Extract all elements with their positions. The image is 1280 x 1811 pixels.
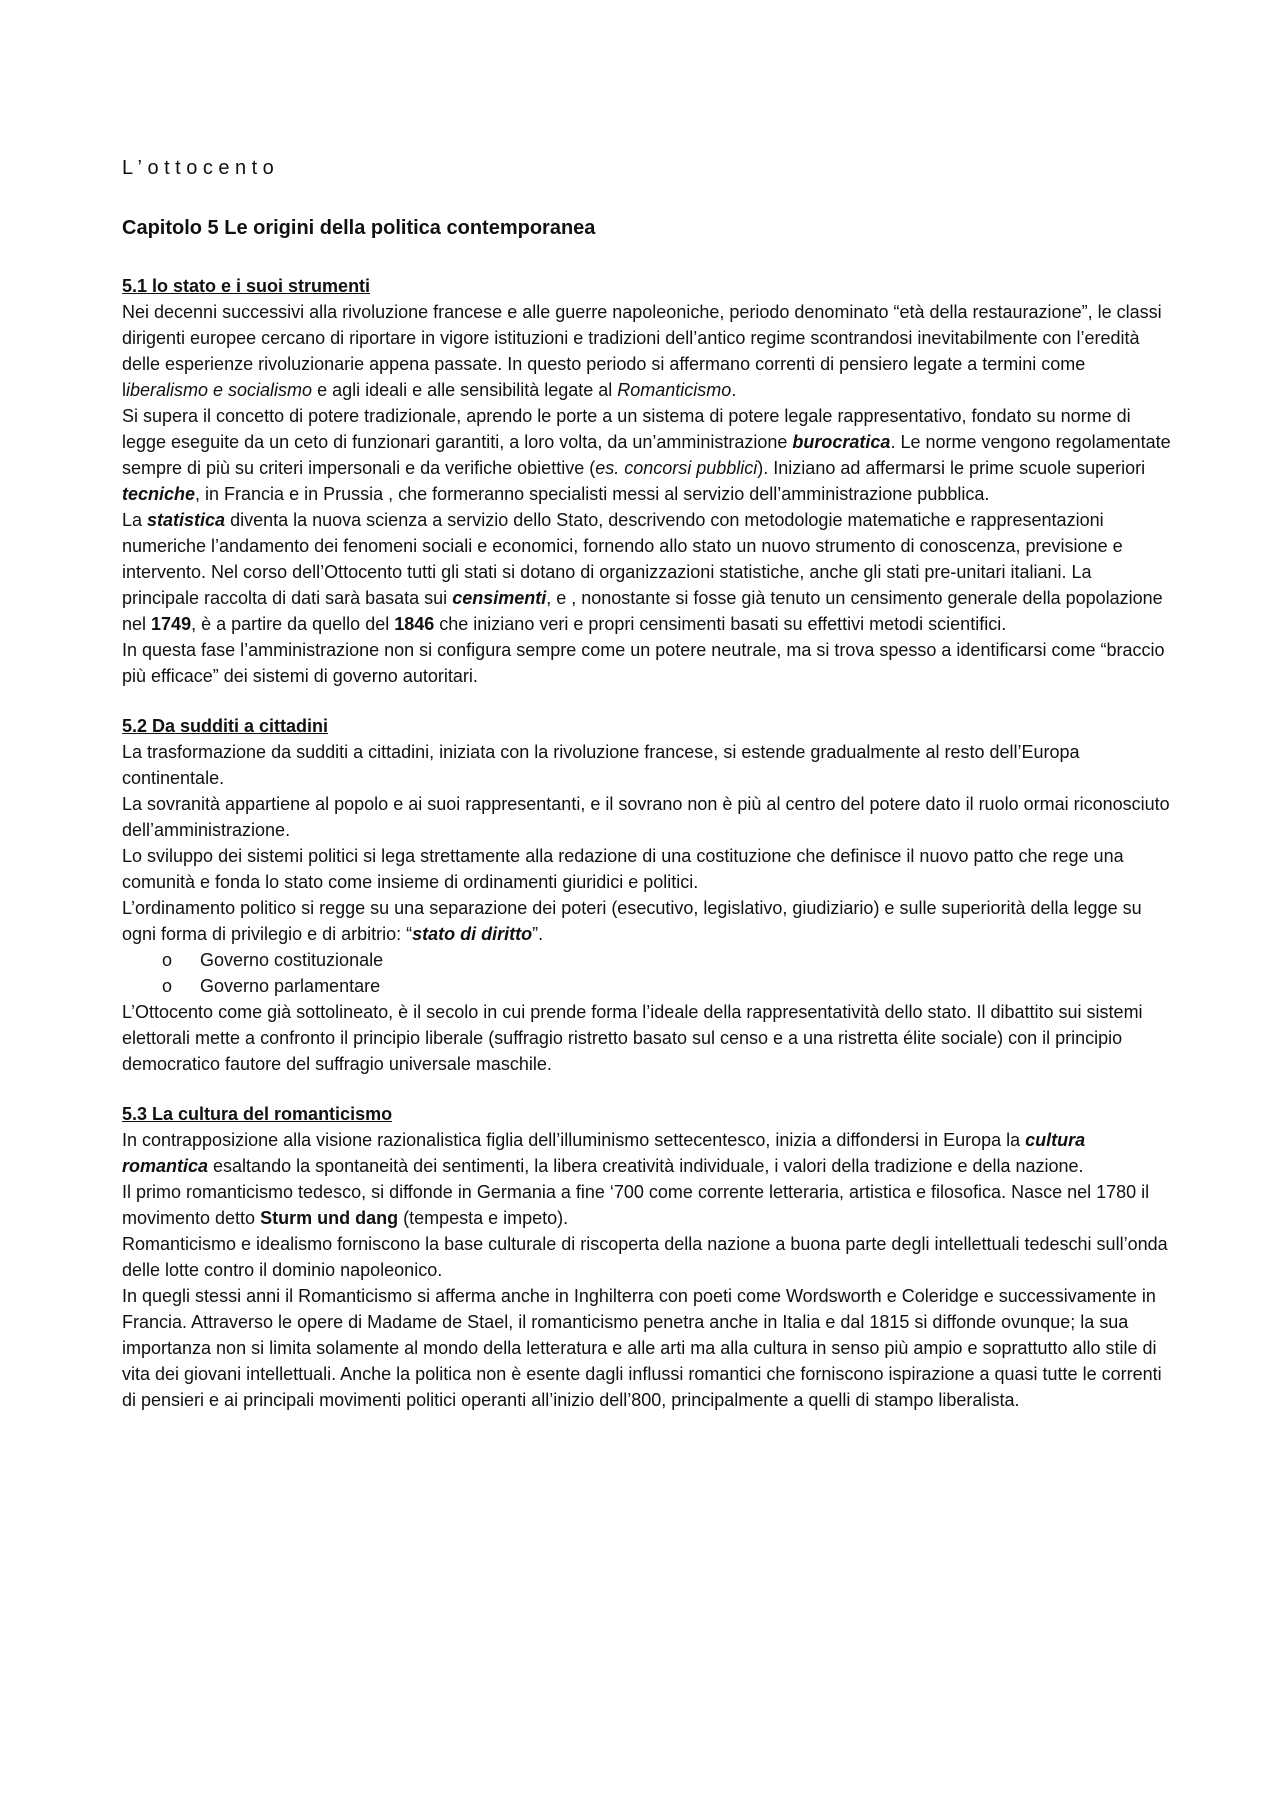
paragraph: Si supera il concetto di potere tradizionale, aprendo le porte a un sistema di potere legale rappresentativo, fondato su norme di legge eseguite da un ceto di funzionari garantiti, a loro volta, da un’amministrazione burocratica. Le norme vengono regolamentate sempre di più su criteri impersonali e da verifiche obiettive (es. concorsi pubblici). Iniziano ad affermarsi le prime scuole superiori tecniche, in Francia e in Prussia , che formeranno specialisti messi al servizio dell’amministrazione pubblica. — [122, 406, 1171, 504]
list-item: o Governo costituzionale — [162, 947, 1172, 973]
paragraph: L’Ottocento come già sottolineato, è il secolo in cui prende forma l’ideale della rappresentatività dello stato. Il dibattito sui sistemi elettorali mette a confronto il principio liberale (suffragio ristretto basato sul censo e a una ristretta élite sociale) con il principio democratico fautore del suffragio universale maschile. — [122, 1002, 1143, 1074]
paragraph: L’ordinamento politico si regge su una separazione dei poteri (esecutivo, legislativo, giudiziario) e sulle superiorità della legge su ogni forma di privilegio e di arbitrio: “stato di diritto”. — [122, 898, 1142, 944]
document-page — [122, 155, 1172, 1413]
paragraph: In questa fase l’amministrazione non si configura sempre come un potere neutrale, ma si trova spesso a identificarsi come “braccio più efficace” dei sistemi di governo autoritari. — [122, 640, 1165, 686]
section-heading: 5.1 lo stato e i suoi strumenti — [122, 276, 371, 296]
paragraph: La statistica diventa la nuova scienza a servizio dello Stato, descrivendo con metodologie matematiche e rappresentazioni numeriche l’andamento dei fenomeni sociali e economici, fornendo allo stato un nuovo strumento di conoscenza, previsione e intervento. Nel corso dell’Ottocento tutti gli stati si dotano di organizzazioni statistiche, anche gli stati pre-unitari italiani. La principale raccolta di dati sarà basata sui censimenti, e , nonostante si fosse già tenuto un censimento generale della popolazione nel 1749, è a partire da quello del 1846 che iniziano veri e propri censimenti basati su effettivi metodi scientifici. — [122, 510, 1163, 634]
paragraph: La trasformazione da sudditi a cittadini, iniziata con la rivoluzione francese, si estende gradualmente al resto dell’Europa continentale. — [122, 742, 1080, 788]
paragraph: Nei decenni successivi alla rivoluzione francese e alle guerre napoleoniche, periodo denominato “età della restaurazione”, le classi dirigenti europee cercano di riportare in vigore istituzioni e tradizioni dell’antico regime scontrandosi inevitabilmente con l’eredità delle esperienze rivoluzionarie appena passate. In questo periodo si affermano correnti di pensiero legate a termini come liberalismo e socialismo e agli ideali e alle sensibilità legate al Romanticismo. — [122, 302, 1162, 400]
paragraph: In quegli stessi anni il Romanticismo si afferma anche in Inghilterra con poeti come Wordsworth e Coleridge e successivamente in Francia. Attraverso le opere di Madame de Stael, il romanticismo penetra anche in Italia e dal 1815 si diffonde ovunque; la sua importanza non si limita solamente al mondo della letteratura e alle arti ma alla cultura in senso più ampio e soprattutto allo stile di vita dei giovani intellettuali. Anche la politica non è esente dagli influssi romantici che forniscono ispirazione a quasi tutte le correnti di pensieri e ai principali movimenti politici operanti all’inizio dell’800, principalmente a quelli di stampo liberalista. — [122, 1286, 1162, 1410]
section-heading: 5.2 Da sudditi a cittadini — [122, 716, 329, 736]
section-heading: 5.3 La cultura del romanticismo — [122, 1104, 393, 1124]
paragraph: Lo sviluppo dei sistemi politici si lega strettamente alla redazione di una costituzione che definisce il nuovo patto che rege una comunità e fonda lo stato come insieme di ordinamenti giuridici e politici. — [122, 846, 1124, 892]
document-title: L’ottocento — [122, 157, 280, 179]
section-5-1 — [122, 273, 1172, 689]
bullet-list — [122, 947, 1172, 999]
list-item: o Governo parlamentare — [162, 973, 1172, 999]
paragraph: Il primo romanticismo tedesco, si diffonde in Germania a fine ‘700 come corrente letteraria, artistica e filosofica. Nasce nel 1780 il movimento detto Sturm und dang (tempesta e impeto). — [122, 1182, 1150, 1228]
chapter-title: Capitolo 5 Le origini della politica contemporanea — [122, 217, 596, 239]
paragraph: La sovranità appartiene al popolo e ai suoi rappresentanti, e il sovrano non è più al centro del potere dato il ruolo ormai riconosciuto dell’amministrazione. — [122, 794, 1170, 840]
section-5-3 — [122, 1101, 1172, 1413]
paragraph: In contrapposizione alla visione razionalistica figlia dell’illuminismo settecentesco, inizia a diffondersi in Europa la cultura romantica esaltando la spontaneità dei sentimenti, la libera creatività individuale, i valori della tradizione e della nazione. — [122, 1130, 1086, 1176]
bullet-marker: o — [162, 976, 173, 996]
bullet-marker: o — [162, 950, 173, 970]
section-5-2 — [122, 713, 1172, 1077]
paragraph: Romanticismo e idealismo forniscono la base culturale di riscoperta della nazione a buona parte degli intellettuali tedeschi sull’onda delle lotte contro il dominio napoleonico. — [122, 1234, 1168, 1280]
